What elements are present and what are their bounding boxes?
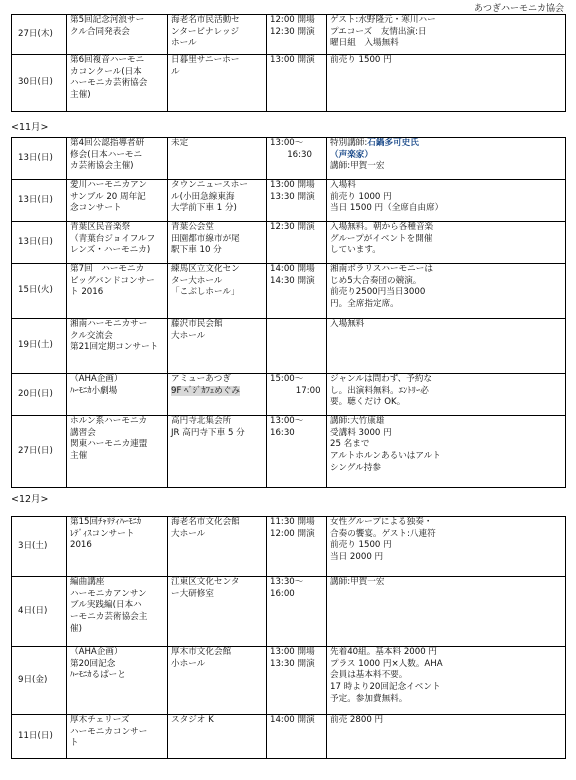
event-title: 愛川ハーモニカアン サンブル 20 周年記 念コンサート: [67, 180, 168, 222]
event-notes: 入場料 前売り 1000 円 当日 1500 円（全席自由席）: [327, 180, 566, 222]
event-date: 27日(木): [12, 15, 67, 55]
event-notes: 前売 2800 円: [327, 715, 566, 759]
event-date: 27日(日): [12, 416, 67, 488]
table-row: [12, 647, 566, 715]
organization-header: あつぎハーモニカ協会: [473, 4, 564, 14]
table-row: [12, 138, 566, 180]
event-date: 19日(土): [12, 319, 67, 374]
event-venue: 青葉公会堂 田園都市線市が尾 駅下車 10 分: [168, 222, 267, 264]
event-title: 湘南ハーモニカサー クル交流会 第21回定期コンサート: [67, 319, 168, 374]
event-date: 9日(金): [12, 647, 67, 715]
event-venue: 厚木市文化会館 小ホール: [168, 647, 267, 715]
event-notes: ジャンルは問わず、予約な し。出演料無料。ｴﾝﾄﾘｰ必 要。聴くだけ OK。: [327, 374, 566, 416]
event-time: 15:00～ 17:00: [267, 374, 327, 416]
event-date: 13日(日): [12, 138, 67, 180]
event-title: （AHA企画） 第20回記念 ﾊｰﾓﾆｶるぱーと: [67, 647, 168, 715]
table-row: [12, 15, 566, 55]
notes-prefix: 特別講師:: [330, 138, 368, 148]
table-row: [12, 416, 566, 488]
event-title: （AHA企画） ﾊｰﾓﾆｶ小劇場: [67, 374, 168, 416]
event-date: 13日(日): [12, 222, 67, 264]
event-notes: 女性グループによる独奏・ 合奏の饗宴。ゲスト:八連符 前売り 1500 円 当日 2000 円: [327, 517, 566, 577]
event-venue: 海老名市民活動セ ンタービナレッジ ホール: [168, 15, 267, 55]
event-title: 第4回公認指導者研 修会(日本ハーモニ カ芸術協会主催): [67, 138, 168, 180]
event-notes: 湘南ボラリスハーモニーは じめ5大合奏団の競演。 前売り2500円当日3000 円。全席指定席。: [327, 264, 566, 319]
event-venue: 江東区文化センタ ー大研修室: [168, 577, 267, 647]
venue-room: 9F ﾍﾞｼﾞｶﾌｪめぐみ: [171, 385, 241, 396]
event-title: 青葉区民音楽祭 （青葉台ジョイフルフ レンズ・ハーモニカ): [67, 222, 168, 264]
event-venue: 藤沢市民会館 大ホール: [168, 319, 267, 374]
event-venue: [168, 374, 267, 416]
event-title: ホルン系ハーモニカ 講習会 関東ハーモニカ連盟 主催: [67, 416, 168, 488]
event-time: 13:00 開演: [267, 55, 327, 112]
event-time: [267, 319, 327, 374]
event-time: 14:00 開場 14:30 開演: [267, 264, 327, 319]
event-notes: 入場無料。朝から各種音楽 グループがイベントを開催 しています。: [327, 222, 566, 264]
event-venue: 日暮里サニーホー ル: [168, 55, 267, 112]
notes-suffix: 講師:甲賀一宏: [330, 161, 385, 172]
table-row: [12, 715, 566, 759]
event-title: 第7回 ハーモニカ ビッグバンドコンサー ト 2016: [67, 264, 168, 319]
event-time: 12:30 開演: [267, 222, 327, 264]
event-venue: 海老名市文化会館 大ホール: [168, 517, 267, 577]
table-row: [12, 222, 566, 264]
december-schedule-table: [11, 516, 566, 759]
event-title: 編曲講座 ハーモニカアンサン ブル実践編(日本ハ ーモニカ芸術協会主 催): [67, 577, 168, 647]
event-time: 13:00 開場 13:30 開演: [267, 647, 327, 715]
event-time: 12:00 開場 12:30 開演: [267, 15, 327, 55]
event-notes: 先着40組。基本料 2000 円 プラス 1000 円×人数。AHA 会員は基本料不要。 17 時より20回記念イベント 予定。参加費無料。: [327, 647, 566, 715]
month-heading-november: <11月>: [11, 122, 49, 133]
event-title: 第6回複音ハーモニ カコンクール(日本 ハーモニカ芸術協会 主催): [67, 55, 168, 112]
event-venue: タウンニュースホー ル(小田急線東海 大学前下車 1 分): [168, 180, 267, 222]
event-notes: [327, 138, 566, 180]
event-time: 13:30～ 16:00: [267, 577, 327, 647]
event-venue: スタジオ K: [168, 715, 267, 759]
event-date: 20日(日): [12, 374, 67, 416]
venue-name: アミューあつぎ: [171, 374, 231, 384]
table-row: [12, 517, 566, 577]
event-notes: 入場無料: [327, 319, 566, 374]
table-row: [12, 577, 566, 647]
event-date: 4日(日): [12, 577, 67, 647]
event-date: 3日(土): [12, 517, 67, 577]
table-row: [12, 264, 566, 319]
event-date: 11日(日): [12, 715, 67, 759]
event-title: 第15回ﾁｬﾘﾃｨﾊｰﾓﾆｶ ﾚﾃﾞｨｽコンサート 2016: [67, 517, 168, 577]
event-date: 15日(火): [12, 264, 67, 319]
month-heading-december: <12月>: [11, 494, 49, 505]
event-title: 厚木チェリーズ ハーモニカコンサー ト: [67, 715, 168, 759]
event-date: 30日(日): [12, 55, 67, 112]
event-time: 13:00～ 16:30: [267, 416, 327, 488]
october-schedule-table: [11, 14, 566, 112]
event-notes: 講師:甲賀一宏: [327, 577, 566, 647]
event-time: 14:00 開演: [267, 715, 327, 759]
event-venue: 未定: [168, 138, 267, 180]
event-date: 13日(日): [12, 180, 67, 222]
event-notes: 講師:大竹康雄 受講料 3000 円 25 名まで アルトホルンあるいはアルト シングル持参: [327, 416, 566, 488]
event-notes: ゲスト:水野隆元・寒川ハー プエコーズ 友情出演:日 曜日組 入場無料: [327, 15, 566, 55]
table-row: [12, 55, 566, 112]
table-row: [12, 374, 566, 416]
event-venue: 練馬区立文化セン ター大ホール 「こぶしホール」: [168, 264, 267, 319]
event-time: 13:00～ 16:30: [267, 138, 327, 180]
event-notes: 前売り 1500 円: [327, 55, 566, 112]
table-row: [12, 180, 566, 222]
event-venue: 高円寺北集会所 JR 高円寺下車 5 分: [168, 416, 267, 488]
event-time: 13:00 開場 13:30 開演: [267, 180, 327, 222]
event-time: 11:30 開場 12:00 開演: [267, 517, 327, 577]
november-schedule-table: [11, 137, 566, 488]
event-title: 第5回記念河浪サー クル合同発表会: [67, 15, 168, 55]
table-row: [12, 319, 566, 374]
guest-lecturer: 石鍋多可史氏 （声楽家）: [330, 138, 419, 160]
